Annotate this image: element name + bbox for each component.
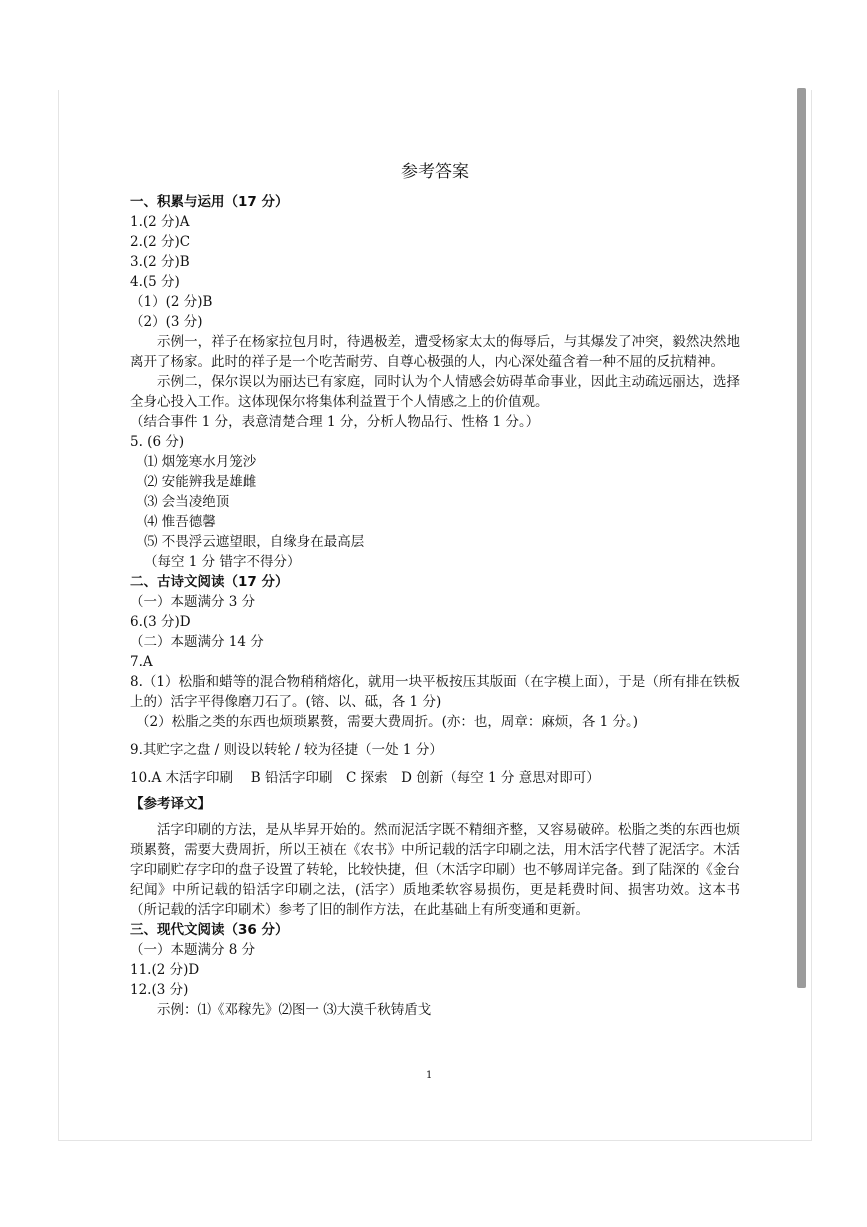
poem-line: ⑸ 不畏浮云遮望眼，自缘身在最高层 [144, 534, 365, 550]
page-title: 参考答案 [401, 162, 469, 182]
poem-line: ⑷ 惟吾德馨 [144, 514, 216, 530]
answer-q12-example: 示例：⑴《邓稼先》⑵图一 ⑶大漠千秋铸盾戈 [157, 1002, 432, 1018]
answer-q8-1: 8.（1）松脂和蜡等的混合物稍稍熔化，就用一块平板按压其版面（在字模上面），于是（所有排在铁板上的）活字平得像磨刀石了。(镕、以、砥，各 1 分) [130, 674, 740, 710]
q5-scoring-note: （每空 1 分 错字不得分） [144, 554, 301, 570]
poem-line: ⑶ 会当凌绝顶 [144, 494, 230, 510]
scoring-note: （结合事件 1 分，表意清楚合理 1 分，分析人物品行、性格 1 分。） [130, 414, 540, 430]
answer-q10: 10.A 木活字印刷 B 铅活字印刷 C 探索 D 创新（每空 1 分 意思对即可） [130, 770, 600, 786]
answer-q6: 6.(3 分)D [130, 614, 191, 630]
answer-q5: 5. (6 分) [130, 434, 185, 450]
section-heading-3: 三、现代文阅读（36 分） [130, 922, 289, 938]
document-content [130, 160, 740, 1020]
answer-q1: 1.(2 分)A [130, 214, 190, 230]
poem-line: ⑴ 烟笼寒水月笼沙 [144, 454, 257, 470]
page-number: 1 [426, 1070, 433, 1081]
scrollbar[interactable] [797, 88, 806, 988]
part-heading: （一）本题满分 8 分 [130, 942, 256, 958]
answer-q9: 9.其贮字之盘 / 则设以转轮 / 较为径捷（一处 1 分） [130, 742, 443, 758]
answer-q11: 11.(2 分)D [130, 962, 200, 978]
answer-q3: 3.(2 分)B [130, 254, 190, 270]
translation-paragraph: 活字印刷的方法，是从毕昇开始的。然而泥活字既不精细齐整，又容易破碎。松脂之类的东西也烦琐累赘，需要大费周折，所以王祯在《农书》中所记载的活字印刷之法，用木活字代替了泥活字。木活字印刷贮存字印的盘子设置了转轮，比较快捷，但（木活字印刷）也不够周详完备。到了陆深的《金台纪闻》中所记载的铅活字印刷之法，(活字）质地柔软容易损伤，更是耗费时间、损害功效。这本书（所记载的活字印刷术）参考了旧的制作方法，在此基础上有所变通和更新。 [130, 822, 740, 918]
example-paragraph-1: 示例一，祥子在杨家拉包月时，待遇极差，遭受杨家太太的侮辱后，与其爆发了冲突，毅然决然地离开了杨家。此时的祥子是一个吃苦耐劳、自尊心极强的人，内心深处蕴含着一种不屈的反抗精神。 [130, 334, 740, 370]
answer-q2: 2.(2 分)C [130, 234, 191, 250]
answer-q4: 4.(5 分) [130, 274, 180, 290]
example-paragraph-2: 示例二，保尔误以为丽达已有家庭，同时认为个人情感会妨碍革命事业，因此主动疏远丽达，选择全身心投入工作。这体现保尔将集体利益置于个人情感之上的价值观。 [130, 374, 740, 410]
answer-q8-2: （2）松脂之类的东西也烦琐累赘，需要大费周折。(亦：也，周章：麻烦，各 1 分。) [136, 714, 639, 730]
part-heading: （二）本题满分 14 分 [130, 634, 264, 650]
scrollbar-thumb[interactable] [797, 88, 806, 988]
part-heading: （一）本题满分 3 分 [130, 594, 256, 610]
section-heading-1: 一、积累与运用（17 分） [130, 194, 289, 210]
answer-q12: 12.(3 分) [130, 982, 189, 998]
answer-q4-2: （2）(3 分) [130, 314, 203, 330]
answer-q7: 7.A [130, 654, 153, 670]
section-heading-2: 二、古诗文阅读（17 分） [130, 574, 289, 590]
translation-heading: 【参考译文】 [130, 796, 211, 812]
answer-q4-1: （1）(2 分)B [130, 294, 213, 310]
poem-line: ⑵ 安能辨我是雄雌 [144, 474, 257, 490]
